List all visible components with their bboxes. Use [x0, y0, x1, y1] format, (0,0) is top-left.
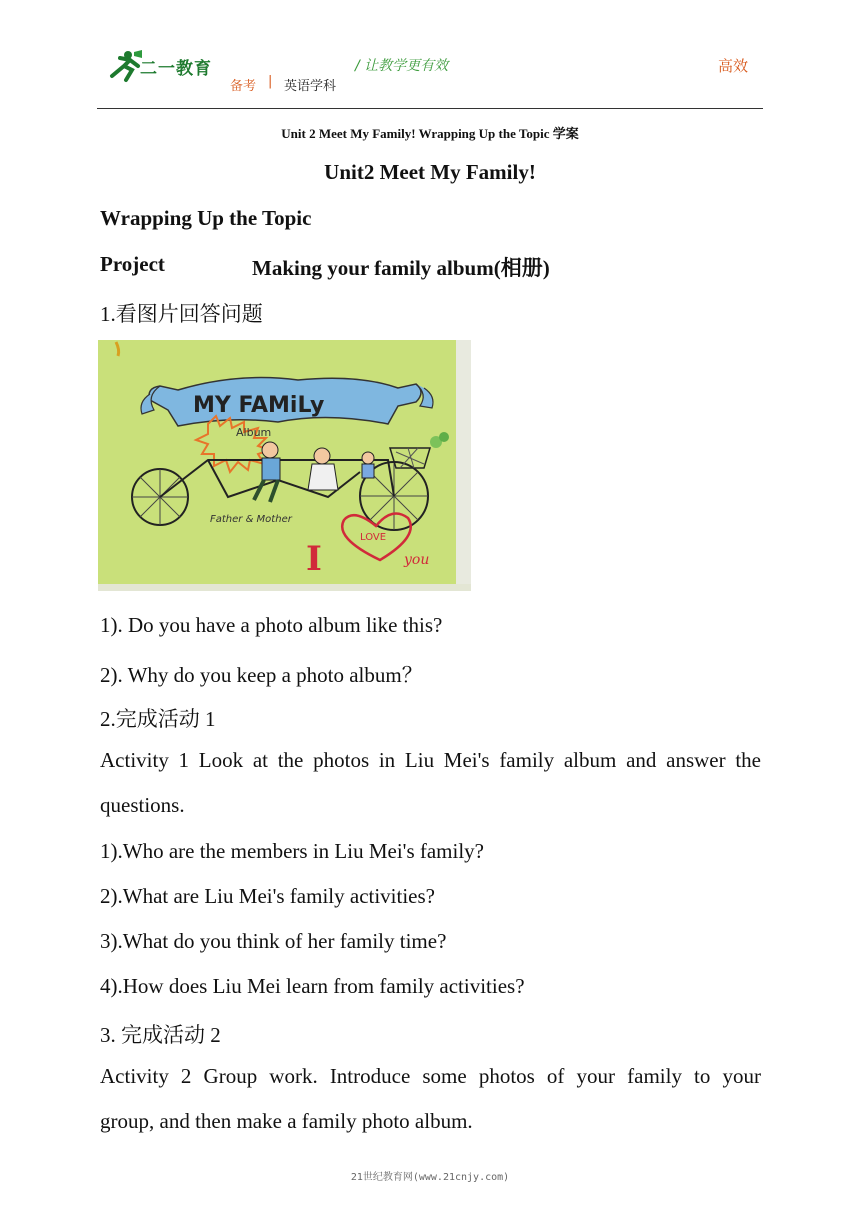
header-subject: 英语学科 [284, 79, 337, 94]
task-2-heading: 2.完成活动 1 [100, 707, 216, 731]
question-line: 1). Do you have a photo album like this? [100, 613, 443, 637]
logo-text: 二一教育 [140, 59, 212, 79]
question-line: 3).What do you think of her family time? [100, 929, 447, 953]
album-letter-i: I [306, 539, 322, 579]
question-line: 4).How does Liu Mei learn from family activities? [100, 974, 525, 998]
page-footer: 21世纪教育网(www.21cnjy.com) [350, 1172, 510, 1183]
banner-sub-text: Album [236, 426, 272, 439]
activity-2-instruction: Activity 2 Group work. Introduce some photos of your family to your [100, 1064, 761, 1088]
activity-1-instruction: Activity 1 Look at the photos in Liu Mei's family album and answer the [100, 748, 761, 772]
project-label: Project [100, 252, 165, 276]
section-heading: Wrapping Up the Topic [100, 206, 312, 230]
activity-2-instruction-cont: group, and then make a family photo album. [100, 1109, 473, 1133]
page-title: Unit2 Meet My Family! [324, 160, 536, 184]
header-slogan: / 让教学更有效 [355, 58, 449, 74]
header-category: 备考 [230, 79, 257, 94]
activity-1-instruction-cont: questions. [100, 793, 185, 817]
heart-text: LOVE [360, 532, 387, 543]
album-you-text: you [404, 552, 430, 568]
question-line: 2). Why do you keep a photo album？ [100, 663, 423, 687]
task-1-heading: 1.看图片回答问题 [100, 302, 263, 326]
question-line: 1).Who are the members in Liu Mei's family? [100, 839, 484, 863]
banner-text: MY FAMiLy [193, 393, 325, 418]
question-line: 2).What are Liu Mei's family activities? [100, 884, 435, 908]
header-divider [97, 108, 763, 109]
document-heading: Unit 2 Meet My Family! Wrapping Up the Topic 学案 [281, 126, 579, 141]
project-title: Making your family album(相册) [252, 256, 550, 280]
task-3-heading: 3. 完成活动 2 [100, 1023, 221, 1047]
header-separator: | [268, 74, 273, 89]
album-caption: Father & Mother [210, 514, 292, 525]
family-album-picture [98, 340, 471, 591]
header-tag-right: 高效 [718, 57, 749, 75]
